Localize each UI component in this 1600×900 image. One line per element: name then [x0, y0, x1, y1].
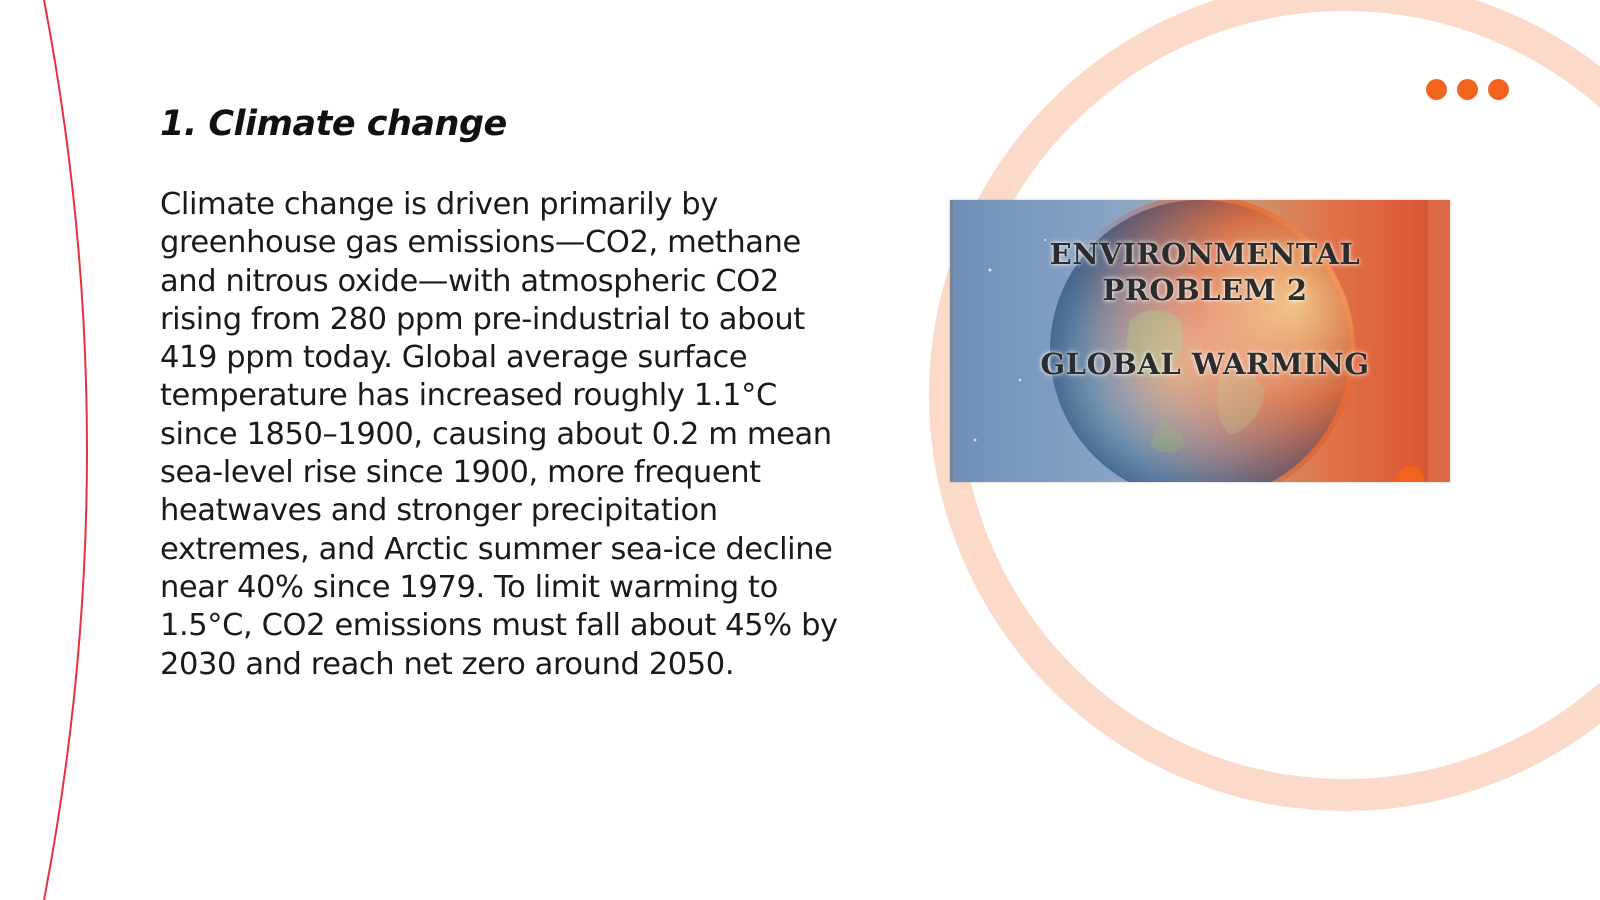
global-warming-image	[950, 200, 1450, 482]
image-title-global-warming: GLOBAL WARMING	[1040, 347, 1370, 381]
slide-heading: 1. Climate change	[160, 104, 507, 144]
dot-icon	[1426, 79, 1447, 100]
three-dots-icon	[1426, 79, 1510, 101]
image-title-environmental-problem: ENVIRONMENTAL PROBLEM 2	[1049, 237, 1361, 307]
left-curve-line	[44, 0, 87, 900]
slide-body-text: Climate change is driven primarily by greenhouse gas emissions—CO2, methane and nitrous oxide—with atmospheric CO2 rising from 280 ppm pre-industrial to about 419 ppm today. Global average surface temperature has increased roughly 1.1°C since 1850–1900, causing about 0.2 m mean sea-level rise since 1900, more frequent heatwaves and stronger precipitation extremes, and Arctic summer sea-ice decline near 40% since 1979. To limit warming to 1.5°C, CO2 emissions must fall about 45% by 2030 and reach net zero around 2050.	[160, 187, 838, 682]
dot-icon	[1457, 79, 1478, 100]
dot-icon	[1488, 79, 1509, 100]
